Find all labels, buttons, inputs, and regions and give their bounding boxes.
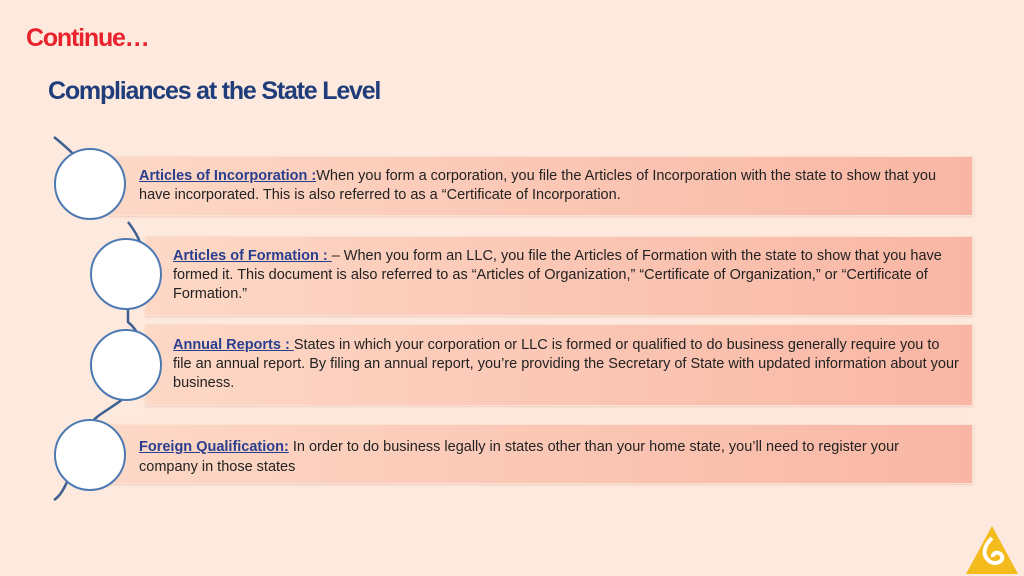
timeline-node-2 bbox=[90, 238, 162, 310]
item-label: Articles of Formation : bbox=[173, 248, 332, 264]
item-description: When you form a corporation, you file the Articles of Incorporation with the state to show that you have incorporated. This is also referred to as a “Certificate of Incorporation. bbox=[139, 168, 937, 203]
timeline-node-4 bbox=[54, 419, 126, 491]
item-label: Annual Reports : bbox=[173, 337, 294, 353]
page-subtitle: Compliances at the State Level bbox=[48, 77, 381, 105]
list-item-foreign-qualification bbox=[108, 424, 973, 484]
list-item-articles-of-incorporation bbox=[108, 156, 973, 216]
timeline-node-3 bbox=[90, 329, 162, 401]
item-label: Foreign Qualification: bbox=[139, 439, 289, 455]
item-description: States in which your corporation or LLC is formed or qualified to do business generally require you to file an annual report. By filing an annual report, you’re providing the Secretary of State with updated information about your business. bbox=[173, 337, 959, 391]
page-title: Continue… bbox=[26, 24, 149, 52]
item-label: Articles of Incorporation : bbox=[139, 168, 317, 184]
list-item-articles-of-formation bbox=[145, 236, 973, 316]
timeline-node-1 bbox=[54, 148, 126, 220]
item-description: – When you form an LLC, you file the Articles of Formation with the state to show that you have formed it. This document is also referred to as “Articles of Organization,” “Certificate of Organization,” or “Certificate of Formation.” bbox=[173, 248, 942, 302]
logo-icon bbox=[964, 524, 1020, 576]
list-item-annual-reports bbox=[145, 324, 973, 406]
item-description: In order to do business legally in states other than your home state, you’ll need to register your company in those states bbox=[139, 439, 899, 475]
